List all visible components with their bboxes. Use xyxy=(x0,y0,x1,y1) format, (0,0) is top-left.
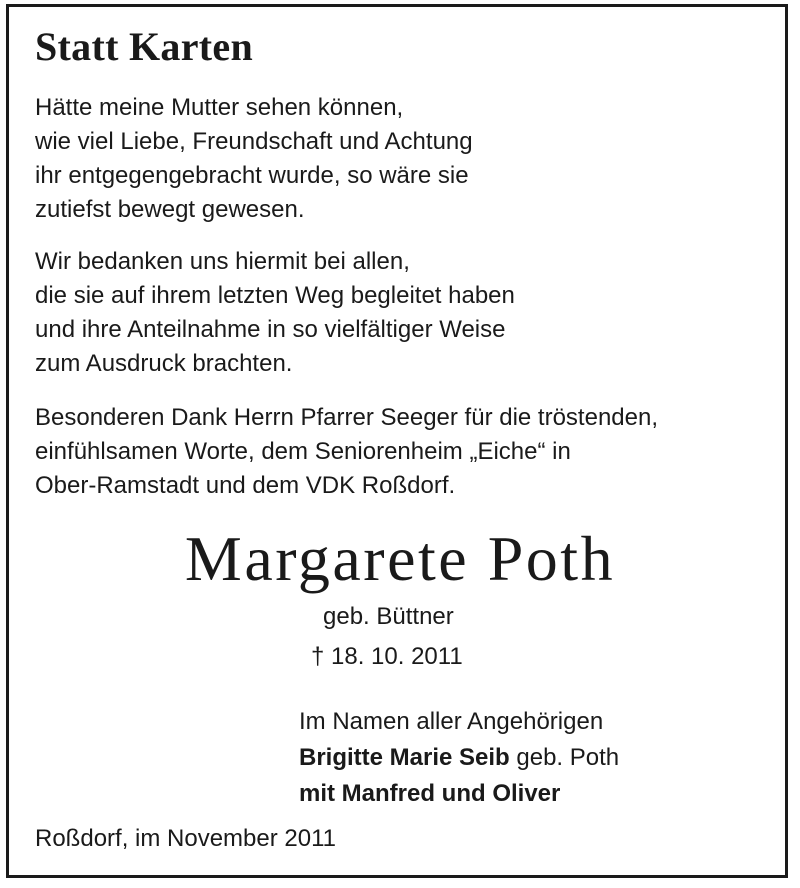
text-line: Besonderen Dank Herrn Pfarrer Seeger für die tröstenden, xyxy=(35,404,659,431)
signer-family: mit Manfred und Oliver xyxy=(299,780,561,807)
paragraph-special-thanks xyxy=(35,401,658,503)
death-date: † 18. 10. 2011 xyxy=(311,643,463,670)
place-date: Roßdorf, im November 2011 xyxy=(35,825,337,852)
text-line: die sie auf ihrem letzten Weg begleitet haben xyxy=(35,282,515,309)
text-line: einfühlsamen Worte, dem Seniorenheim „Eiche“ in xyxy=(35,438,571,465)
obituary-notice xyxy=(6,4,788,878)
text-line: zum Ausdruck brachten. xyxy=(35,350,293,377)
text-line: zutiefst bewegt gewesen. xyxy=(35,196,305,223)
text-line: wie viel Liebe, Freundschaft und Achtung xyxy=(35,128,473,155)
text-line: ihr entgegengebracht wurde, so wäre sie xyxy=(35,162,469,189)
heading: Statt Karten xyxy=(35,24,253,69)
text-line: Ober-Ramstadt und dem VDK Roßdorf. xyxy=(35,472,456,499)
signer-birth-name: geb. Poth xyxy=(509,744,620,771)
birth-name: geb. Büttner xyxy=(323,603,454,630)
text-line: Hätte meine Mutter sehen können, xyxy=(35,94,404,121)
signer-line xyxy=(299,740,619,776)
paragraph-mother xyxy=(35,91,473,227)
text-line: und ihre Anteilnahme in so vielfältiger Weise xyxy=(35,316,506,343)
signer-name: Brigitte Marie Seib xyxy=(299,744,510,771)
text-line: Wir bedanken uns hiermit bei allen, xyxy=(35,248,410,275)
closing-block xyxy=(299,704,619,812)
closing-intro: Im Namen aller Angehörigen xyxy=(299,708,604,735)
deceased-name: Margarete Poth xyxy=(184,523,616,594)
paragraph-thanks xyxy=(35,245,515,381)
